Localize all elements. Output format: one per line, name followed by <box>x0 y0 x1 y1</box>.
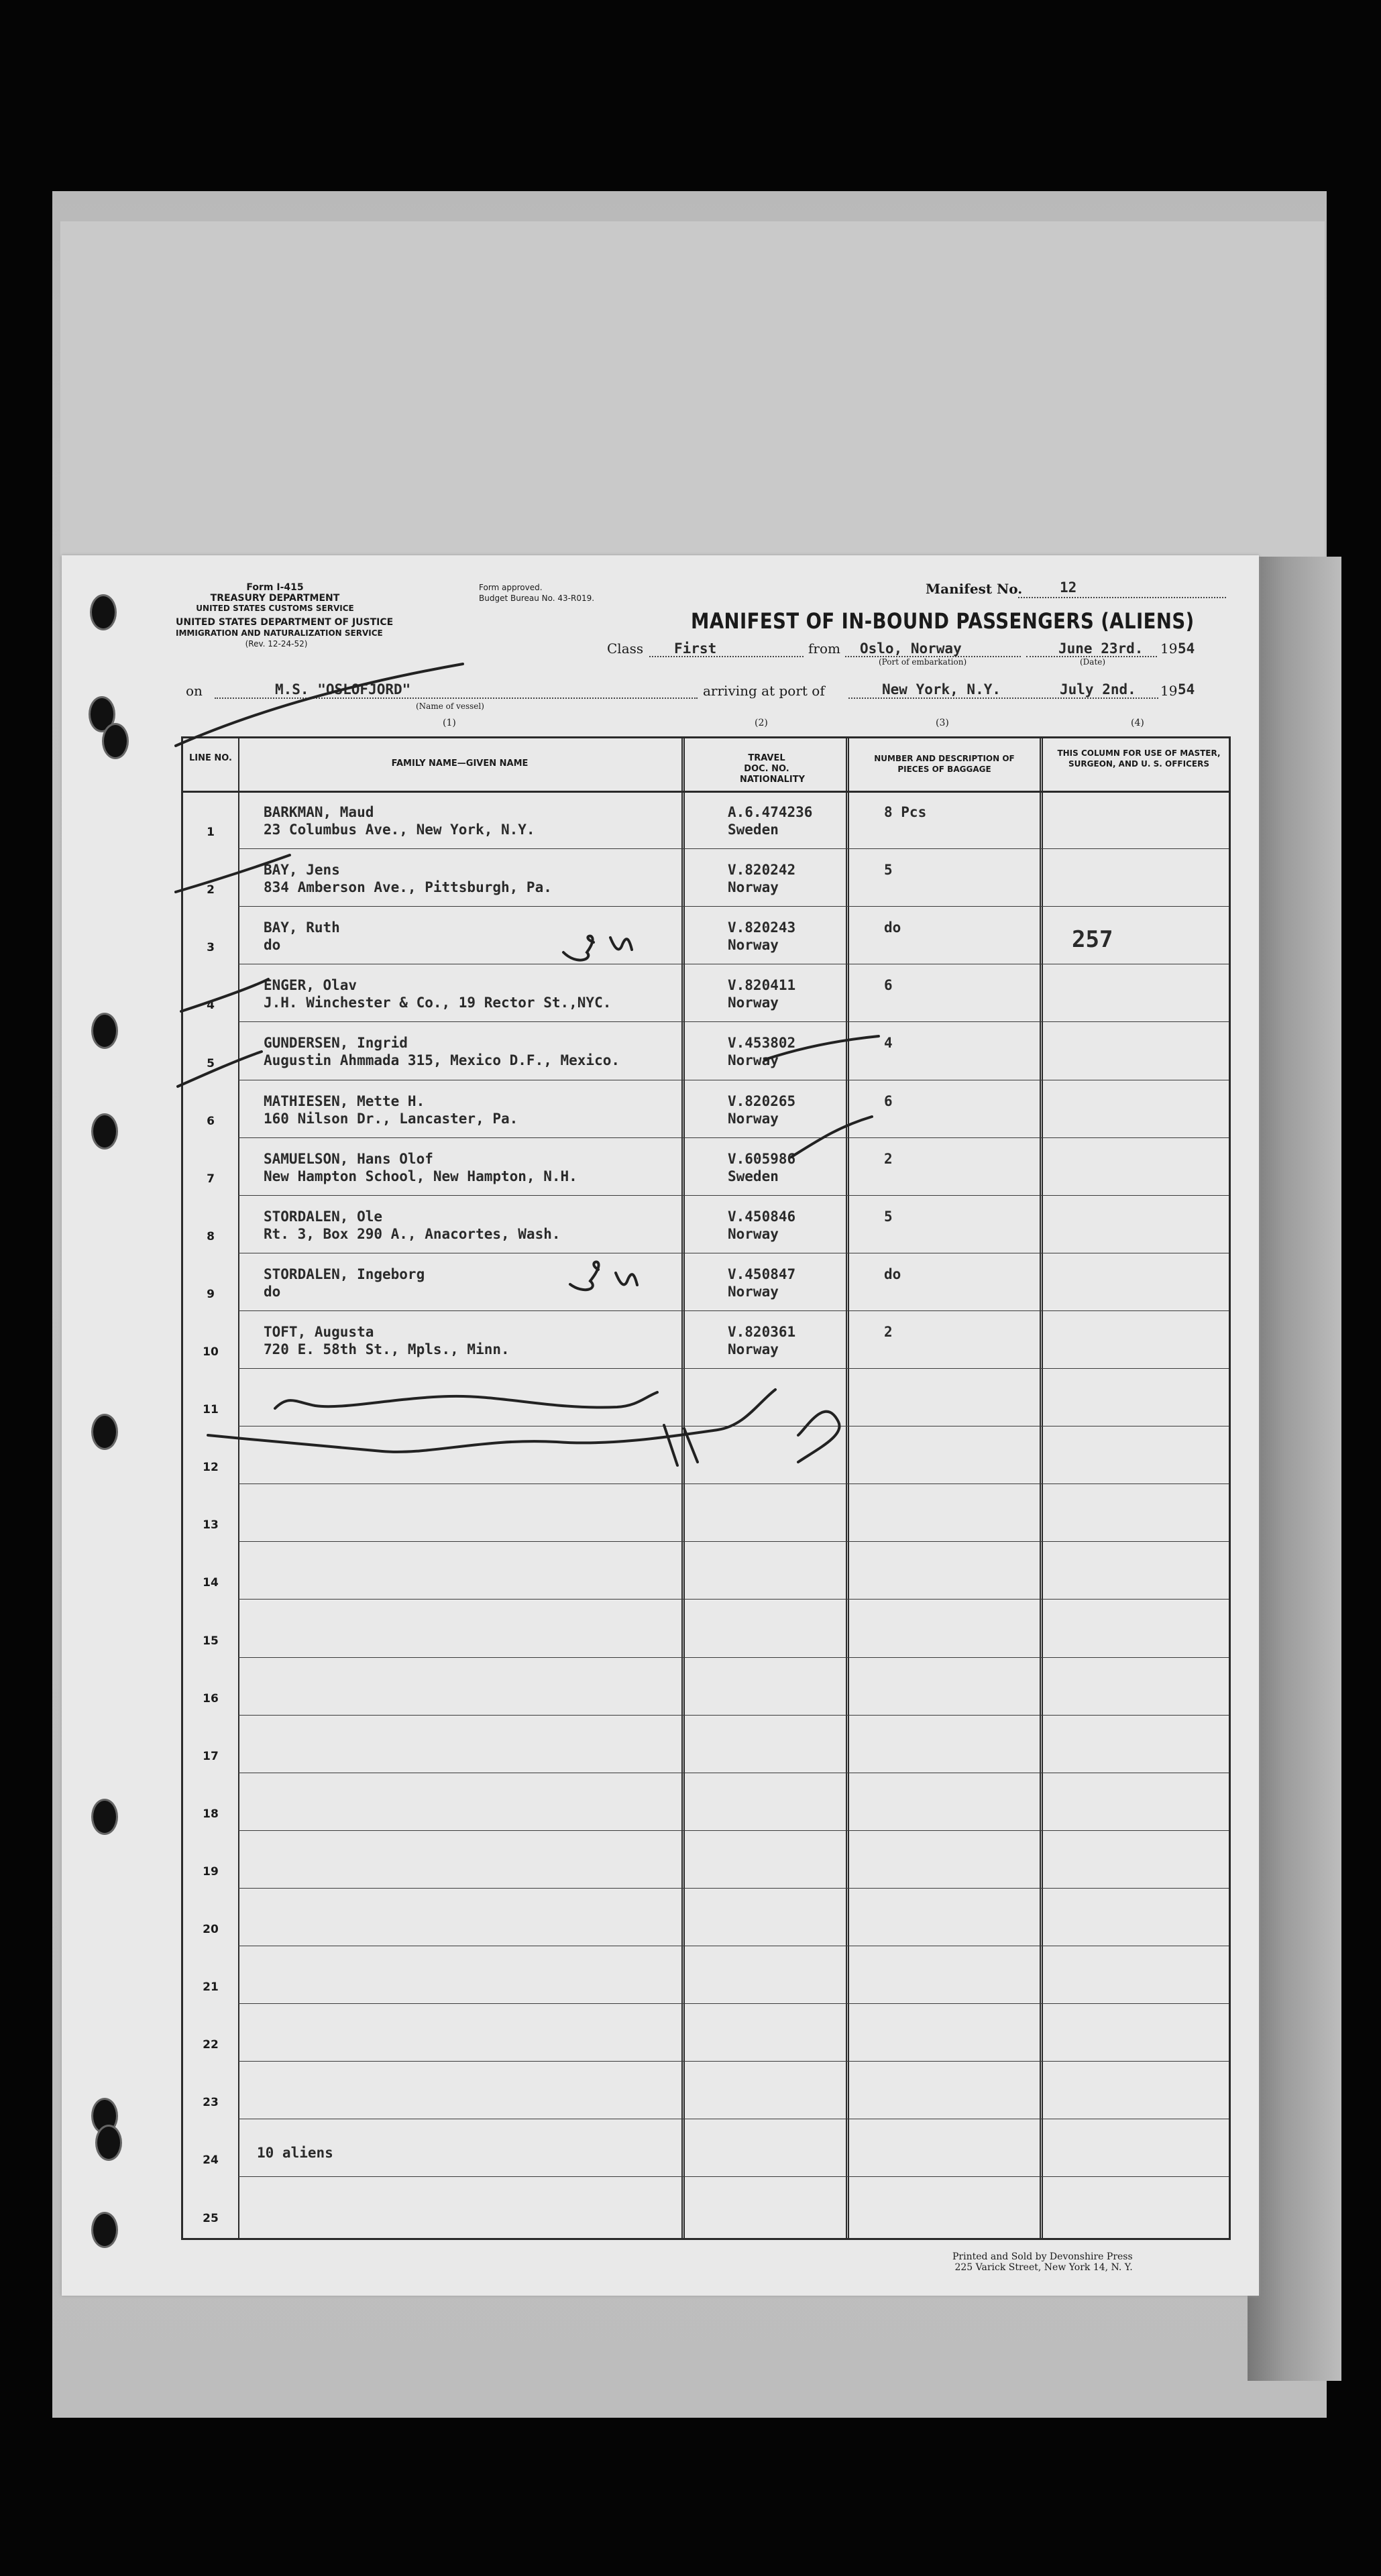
form-revision: (Rev. 12-24-52) <box>245 639 308 649</box>
travel-doc-no: V.453802 <box>728 1035 796 1052</box>
bracket-mark-1 <box>563 936 594 960</box>
passenger-name: GUNDERSEN, Ingrid <box>264 1035 408 1052</box>
nationality: Norway <box>728 1341 779 1357</box>
travel-doc-no: V.450847 <box>728 1266 796 1282</box>
bracket-mark-2 <box>570 1262 599 1290</box>
line-number: 13 <box>203 1518 219 1532</box>
passenger-address: 720 E. 58th St., Mpls., Minn. <box>264 1341 510 1357</box>
initial-w-1 <box>610 938 632 950</box>
vessel-value: M.S. "OSLOFJORD" <box>275 681 411 697</box>
manifest-no-value: 12 <box>1060 579 1077 596</box>
passenger-name: MATHIESEN, Mette H. <box>264 1093 425 1109</box>
travel-doc-no: V.820242 <box>728 862 796 879</box>
col-header-line-no: LINE NO. <box>189 753 232 763</box>
check-mark-3 <box>181 979 268 1011</box>
initial-w-2 <box>616 1273 637 1285</box>
printer-note <box>952 2251 1133 2273</box>
line-number: 24 <box>203 2153 219 2168</box>
printer-note-line-1: Printed and Sold by Devonshire Press <box>952 2251 1133 2262</box>
line-number: 4 <box>207 999 215 1013</box>
check-mark-1 <box>176 664 463 746</box>
passenger-address: 834 Amberson Ave., Pittsburgh, Pa. <box>264 879 552 896</box>
line-number: 21 <box>203 1980 219 1995</box>
passenger-address: New Hampton School, New Hampton, N.H. <box>264 1168 577 1184</box>
line-number: 5 <box>207 1056 215 1070</box>
passenger-name: SAMUELSON, Hans Olof <box>264 1150 433 1167</box>
nationality: Sweden <box>728 1168 779 1184</box>
col-header-officers: THIS COLUMN FOR USE OF MASTER, SURGEON, AND U. S. OFFICERS <box>1057 748 1221 769</box>
passenger-name: STORDALEN, Ingeborg <box>264 1266 425 1282</box>
passenger-address: J.H. Winchester & Co., 19 Rector St.,NYC. <box>264 995 612 1011</box>
col-header-name: FAMILY NAME—GIVEN NAME <box>391 759 529 769</box>
line-number: 3 <box>207 941 215 955</box>
col-header-baggage: NUMBER AND DESCRIPTION OF PIECES OF BAGGAGE <box>874 754 1015 774</box>
treasury-dept: TREASURY DEPARTMENT <box>210 593 340 604</box>
manifest-no-label: Manifest No. <box>926 581 1023 597</box>
port-embark-caption: (Port of embarkation) <box>879 657 967 667</box>
nationality: Norway <box>728 1283 779 1300</box>
passenger-name: ENGER, Olav <box>264 977 357 994</box>
line-number: 12 <box>203 1461 219 1475</box>
baggage-count: do <box>884 1266 901 1282</box>
travel-doc-no: V.820411 <box>728 977 796 994</box>
check-mark-4 <box>178 1052 262 1086</box>
date-value: June 23rd. <box>1058 640 1144 657</box>
baggage-count: 8 Pcs <box>884 804 927 820</box>
passenger-address: 23 Columbus Ave., New York, N.Y. <box>264 822 535 838</box>
line-number: 7 <box>207 1172 215 1186</box>
travel-doc-no: V.450846 <box>728 1208 796 1225</box>
nationality: Norway <box>728 937 779 954</box>
justice-dept: UNITED STATES DEPARTMENT OF JUSTICE <box>176 617 394 628</box>
column-number-2: (2) <box>755 718 768 728</box>
passenger-name: STORDALEN, Ole <box>264 1208 383 1225</box>
printer-note-line-2: 225 Varick Street, New York 14, N. Y. <box>954 2262 1133 2273</box>
arriving-label: arriving at port of <box>703 683 825 699</box>
signature-date <box>664 1412 840 1465</box>
arriving-port-value: New York, N.Y. <box>882 681 1001 697</box>
document-title: MANIFEST OF IN-BOUND PASSENGERS (ALIENS) <box>691 608 1195 634</box>
arrival-year-suffix: 54 <box>1178 681 1195 697</box>
nationality: Norway <box>728 995 779 1011</box>
customs-service: UNITED STATES CUSTOMS SERVICE <box>196 604 354 613</box>
line-number: 11 <box>203 1403 219 1417</box>
from-value: Oslo, Norway <box>860 640 962 657</box>
line-number: 22 <box>203 2038 219 2052</box>
year-suffix: 54 <box>1178 640 1195 657</box>
line-number: 20 <box>203 1923 219 1936</box>
line-number: 18 <box>203 1807 219 1821</box>
passenger-name: BAY, Ruth <box>264 919 340 936</box>
class-label: Class <box>607 640 644 657</box>
travel-doc-no: V.820265 <box>728 1093 796 1109</box>
arrival-date-value: July 2nd. <box>1060 681 1136 697</box>
column-number-3: (3) <box>936 718 949 728</box>
year-prefix: 19 <box>1160 640 1178 657</box>
column-number-1: (1) <box>443 718 456 728</box>
check-mark-5 <box>765 1036 879 1060</box>
passenger-address: Augustin Ahmmada 315, Mexico D.F., Mexico. <box>264 1052 620 1069</box>
column-number-4: (4) <box>1131 718 1144 728</box>
line-number: 9 <box>207 1287 215 1301</box>
nationality: Norway <box>728 1225 779 1242</box>
line-number: 15 <box>203 1634 219 1648</box>
col-header-travel-doc: TRAVEL DOC. NO. NATIONALITY <box>740 753 806 785</box>
baggage-count: do <box>884 919 901 936</box>
form-number: Form I-415 <box>246 582 304 593</box>
check-mark-6 <box>791 1117 872 1157</box>
aliens-summary: 10 aliens <box>257 2145 333 2161</box>
baggage-count: 6 <box>884 977 893 994</box>
class-value: First <box>674 640 717 657</box>
line-number: 14 <box>203 1576 219 1590</box>
arrival-year-prefix: 19 <box>1160 683 1178 699</box>
form-approved: Form approved. <box>479 583 543 592</box>
travel-doc-no: V.605986 <box>728 1150 796 1167</box>
passenger-name: BARKMAN, Maud <box>264 804 374 820</box>
line-number: 1 <box>207 826 215 840</box>
nationality: Norway <box>728 1052 779 1069</box>
line-number: 10 <box>203 1345 219 1359</box>
nationality: Norway <box>728 879 779 896</box>
travel-doc-no: V.820361 <box>728 1323 796 1340</box>
from-label: from <box>808 640 840 657</box>
baggage-count: 2 <box>884 1323 893 1340</box>
date-caption: (Date) <box>1080 657 1106 667</box>
signature-line-1 <box>275 1392 657 1408</box>
baggage-count: 2 <box>884 1150 893 1167</box>
baggage-count: 5 <box>884 862 893 879</box>
line-number: 8 <box>207 1229 215 1243</box>
travel-doc-no: A.6.474236 <box>728 804 813 820</box>
line-number: 6 <box>207 1114 215 1128</box>
baggage-count: 4 <box>884 1035 893 1052</box>
nationality: Sweden <box>728 822 779 838</box>
line-number: 2 <box>207 883 215 897</box>
baggage-count: 6 <box>884 1093 893 1109</box>
line-number: 16 <box>203 1691 219 1705</box>
line-number: 17 <box>203 1749 219 1763</box>
passenger-address: 160 Nilson Dr., Lancaster, Pa. <box>264 1110 518 1127</box>
passenger-address: do <box>264 1283 281 1300</box>
budget-bureau: Budget Bureau No. 43-R019. <box>479 594 595 603</box>
travel-doc-no: V.820243 <box>728 919 796 936</box>
vessel-caption: (Name of vessel) <box>416 702 484 711</box>
passenger-name: TOFT, Augusta <box>264 1323 374 1340</box>
line-number: 25 <box>203 2211 219 2225</box>
passenger-address: do <box>264 937 281 954</box>
on-label: on <box>186 683 203 699</box>
officer-note: 257 <box>1072 926 1113 954</box>
line-number: 19 <box>203 1864 219 1879</box>
ins-service: IMMIGRATION AND NATURALIZATION SERVICE <box>176 628 383 638</box>
baggage-count: 5 <box>884 1208 893 1225</box>
nationality: Norway <box>728 1110 779 1127</box>
passenger-address: Rt. 3, Box 290 A., Anacortes, Wash. <box>264 1225 561 1242</box>
check-mark-2 <box>176 855 290 892</box>
line-number: 23 <box>203 2096 219 2110</box>
passenger-name: BAY, Jens <box>264 862 340 879</box>
